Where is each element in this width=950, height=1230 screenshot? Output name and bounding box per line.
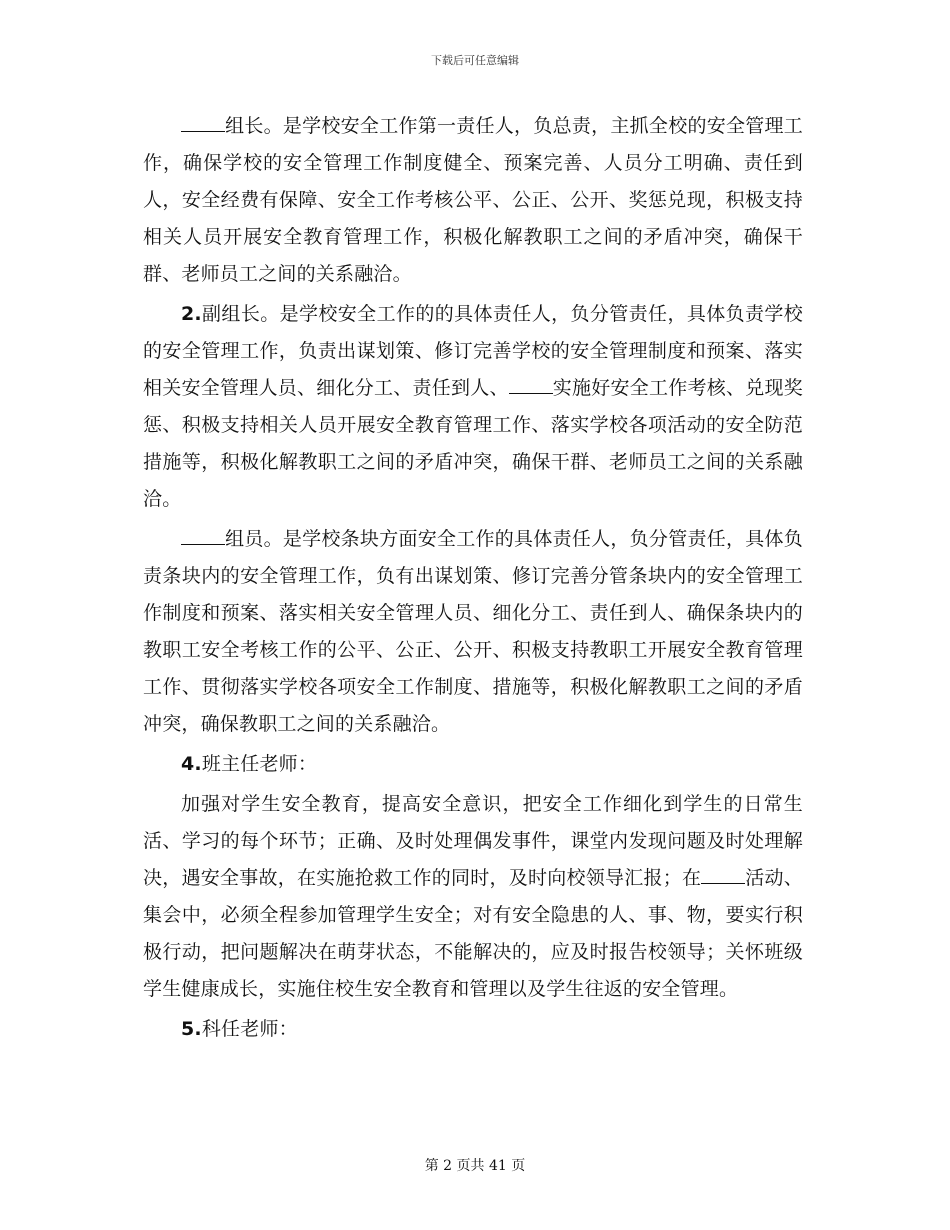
page-header: 下载后可任意编辑 bbox=[431, 54, 519, 67]
fill-blank bbox=[181, 526, 225, 545]
paragraph-text: 实施好安全工作考核、兑现奖惩、积极支持相关人员开展安全教育管理工作、落实学校各项活动的安全防范措施等，积极化解教职工之间的矛盾冲突，确保干群、老师员工之间的关系融洽。 bbox=[143, 377, 803, 510]
paragraph-text: 副组长。是学校安全工作的的具体责任人，负分管责任，具体负责学校的安全管理工作，负责出谋划策、修订完善学校的安全管理制度和预案、落实相关安全管理人员、细化分工、责任到人、 bbox=[143, 303, 803, 399]
paragraph-text: 组员。是学校条块方面安全工作的具体责任人，负分管责任，具体负责条块内的安全管理工作，负有出谋划策、修订完善分管条块内的安全管理工作制度和预案、落实相关安全管理人员、细化分工、责任到人、确保条块内的教职工安全考核工作的公平、公正、公开、积极支持教职工开展安全教育管理工作、贯彻落实学校各项安全工作制度、措施等，积极化解教职工之间的矛盾冲突，确保教职工之间的关系融洽。 bbox=[143, 528, 803, 735]
paragraph-group-leader bbox=[143, 108, 803, 293]
heading-text: 班主任老师： bbox=[201, 753, 318, 775]
heading-class-teacher bbox=[143, 746, 803, 783]
paragraph-class-teacher bbox=[143, 786, 803, 1008]
fill-blank bbox=[701, 865, 745, 884]
document-body bbox=[143, 108, 803, 1048]
fill-blank bbox=[181, 113, 225, 132]
heading-subject-teacher bbox=[143, 1011, 803, 1048]
paragraph-members bbox=[143, 521, 803, 743]
page-footer: 第 2 页共 41 页 bbox=[424, 1158, 526, 1174]
paragraph-deputy-leader bbox=[143, 296, 803, 518]
fill-blank bbox=[509, 375, 553, 394]
paragraph-text: 活动、集会中，必须全程参加管理学生安全；对有安全隐患的人、事、物，要实行积极行动，把问题解决在萌芽状态，不能解决的，应及时报告校领导；关怀班级学生健康成长，实施住校生安全教育和管理以及学生往返的安全管理。 bbox=[143, 867, 803, 1000]
heading-text: 科任老师： bbox=[201, 1018, 298, 1040]
item-number: 4. bbox=[181, 753, 202, 775]
item-number: 5. bbox=[181, 1018, 202, 1040]
paragraph-text: 组长。是学校安全工作第一责任人，负总责，主抓全校的安全管理工作，确保学校的安全管理工作制度健全、预案完善、人员分工明确、责任到人，安全经费有保障、安全工作考核公平、公正、公开、奖惩兑现，积极支持相关人员开展安全教育管理工作，积极化解教职工之间的矛盾冲突，确保干群、老师员工之间的关系融洽。 bbox=[143, 115, 803, 285]
item-number: 2. bbox=[181, 303, 202, 325]
paragraph-text: 加强对学生安全教育，提高安全意识，把安全工作细化到学生的日常生活、学习的每个环节；正确、及时处理偶发事件，课堂内发现问题及时处理解决，遇安全事故，在实施抢救工作的同时，及时向校领导汇报；在 bbox=[143, 793, 803, 889]
